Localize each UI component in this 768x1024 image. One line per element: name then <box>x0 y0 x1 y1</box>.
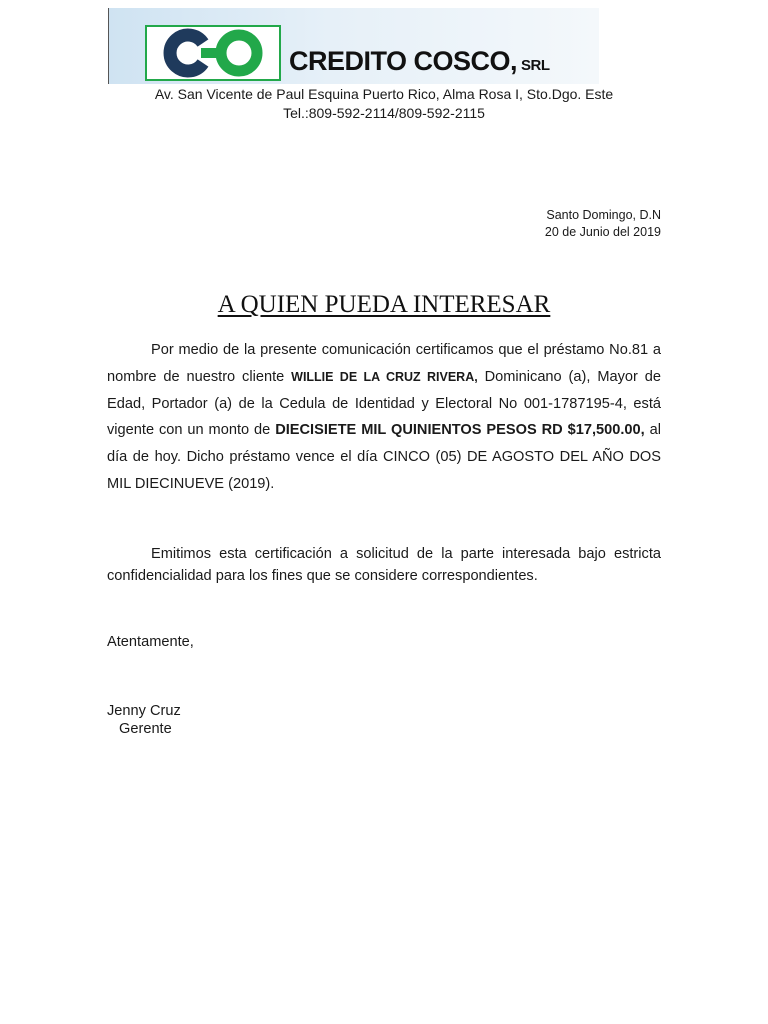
client-name: WILLIE DE LA CRUZ RIVERA, <box>291 369 478 384</box>
letter-title: A QUIEN PUEDA INTERESAR <box>217 291 551 318</box>
paragraph-text: Emitimos esta certificación a solicitud de la parte interesada bajo estricta confidencialidad para los fines que se considere correspondientes. <box>107 546 661 584</box>
company-suffix: SRL <box>521 57 550 74</box>
company-name <box>289 46 550 77</box>
company-logo <box>145 25 281 81</box>
paragraph-text: Por medio de la presente comunicación certificamos que el préstamo No.81 a nombre de nuestro cliente <box>107 342 661 385</box>
confidentiality-paragraph <box>107 544 661 587</box>
company-name-text: CREDITO COSCO, <box>289 46 518 76</box>
company-phone: Tel.:809-592-2114/809-592-2115 <box>283 105 485 121</box>
letter-place: Santo Domingo, D.N <box>546 208 661 222</box>
logo-co-icon <box>147 27 279 79</box>
paragraph-text: al día de hoy. Dicho préstamo vence el día CINCO (05) DE AGOSTO DEL AÑO DOS MIL DIECINUEVE (2019). <box>107 422 661 492</box>
signer-title: Gerente <box>119 721 172 737</box>
loan-amount: DIECISIETE MIL QUINIENTOS PESOS RD $17,500.00, <box>275 422 645 439</box>
certification-paragraph <box>107 337 661 498</box>
letter-date: 20 de Junio del 2019 <box>544 225 661 239</box>
signer-name: Jenny Cruz <box>107 703 181 719</box>
letterhead-banner <box>108 8 599 84</box>
company-address: Av. San Vicente de Paul Esquina Puerto Rico, Alma Rosa I, Sto.Dgo. Este <box>154 86 614 102</box>
paragraph-text: Dominicano (a), Mayor de Edad, Portador (a) de la Cedula de Identidad y Electoral No 001-1787195-4, está vigente con un monto de <box>107 368 662 439</box>
closing-salutation: Atentamente, <box>107 634 194 650</box>
